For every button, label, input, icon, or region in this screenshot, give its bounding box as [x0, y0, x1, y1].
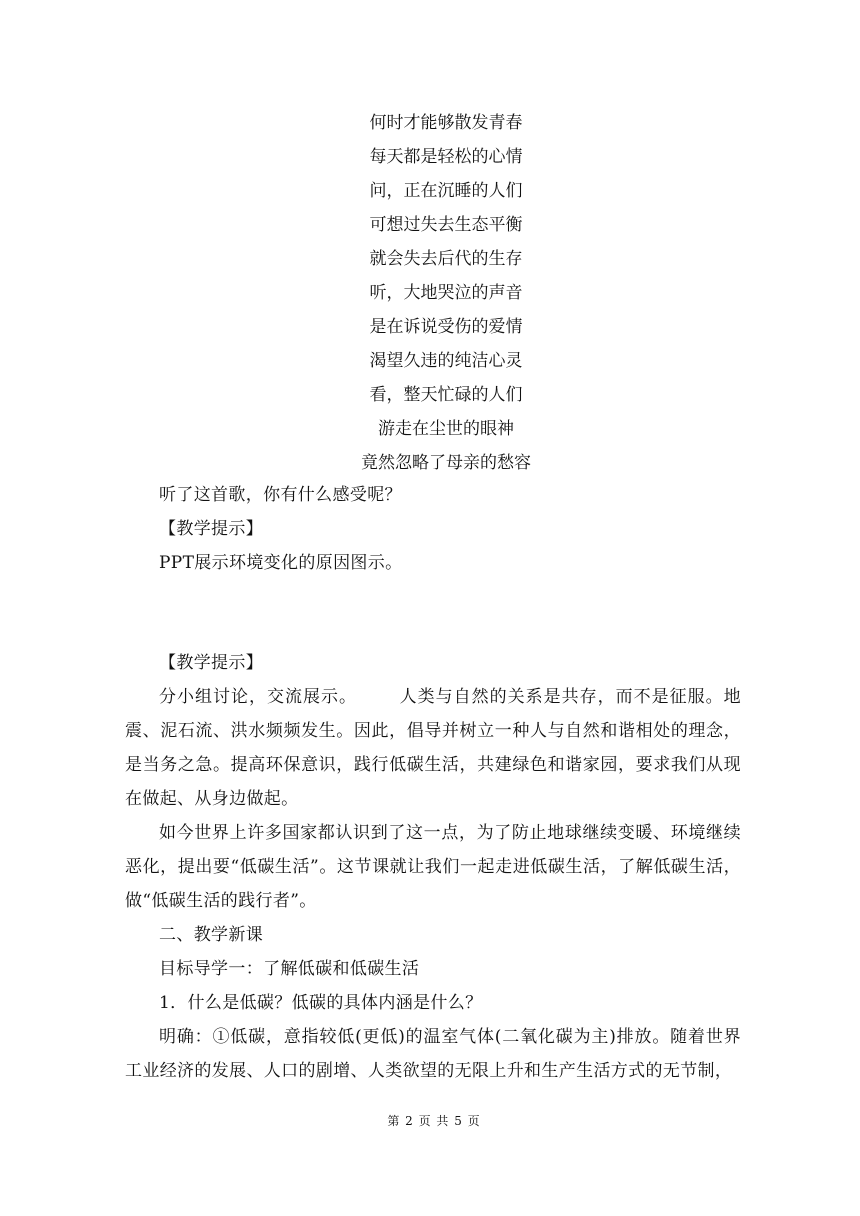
page-number: 第 2 页 共 5 页 — [387, 1114, 481, 1128]
lyric-line: 就会失去后代的生存 — [369, 249, 523, 269]
answer-paragraph: 明确：①低碳，意指较低(更低)的温室气体(二氧化碳为主)排放。随着世界工业经济的发展、人口的剧增、人类欲望的无限上升和生产生活方式的无节制， — [125, 1027, 741, 1081]
teaching-hint-label: 【教学提示】 — [159, 653, 264, 673]
lyric-line: 渴望久违的纯洁心灵 — [369, 351, 523, 371]
discussion-paragraph — [125, 680, 741, 816]
song-lyrics — [0, 106, 860, 480]
lyric-line: 听，大地哭泣的声音 — [369, 283, 523, 303]
lyric-line: 何时才能够散发青春 — [369, 113, 523, 133]
lyric-line: 看，整天忙碌的人们 — [369, 385, 523, 405]
teaching-hint-label: 【教学提示】 — [159, 519, 264, 539]
discussion-body: 人类与自然的关系是共存，而不是征服。地震、泥石流、洪水频频发生。因此，倡导并树立一种人与自然和谐相处的理念，是当务之急。提高环保意识，践行低碳生活，共建绿色和谐家园，要求我们从现在做起、从身边做起。 — [125, 687, 741, 809]
section-discussion — [125, 646, 741, 1088]
lyric-line: 问，正在沉睡的人们 — [369, 181, 523, 201]
lyric-line: 是在诉说受伤的爱情 — [369, 317, 523, 337]
lyric-line: 竟然忽略了母亲的愁容 — [361, 453, 531, 473]
low-carbon-intro-paragraph: 如今世界上许多国家都认识到了这一点，为了防止地球继续变暖、环境继续恶化，提出要“低碳生活”。这节课就让我们一起走进低碳生活，了解低碳生活，做“低碳生活的践行者”。 — [125, 823, 741, 911]
ppt-note: PPT展示环境变化的原因图示。 — [159, 553, 403, 573]
goal-heading: 目标导学一：了解低碳和低碳生活 — [159, 959, 420, 979]
reflection-question: 听了这首歌，你有什么感受呢？ — [159, 485, 402, 505]
lyric-line: 可想过失去生态平衡 — [369, 215, 523, 235]
lyric-line: 每天都是轻松的心情 — [369, 147, 523, 167]
section-song-reflection — [125, 478, 741, 580]
section-heading: 二、教学新课 — [159, 925, 264, 945]
question-item: 1．什么是低碳？低碳的具体内涵是什么？ — [159, 993, 483, 1013]
lyric-line: 游走在尘世的眼神 — [378, 419, 514, 439]
discussion-intro: 分小组讨论，交流展示。 — [159, 687, 357, 707]
